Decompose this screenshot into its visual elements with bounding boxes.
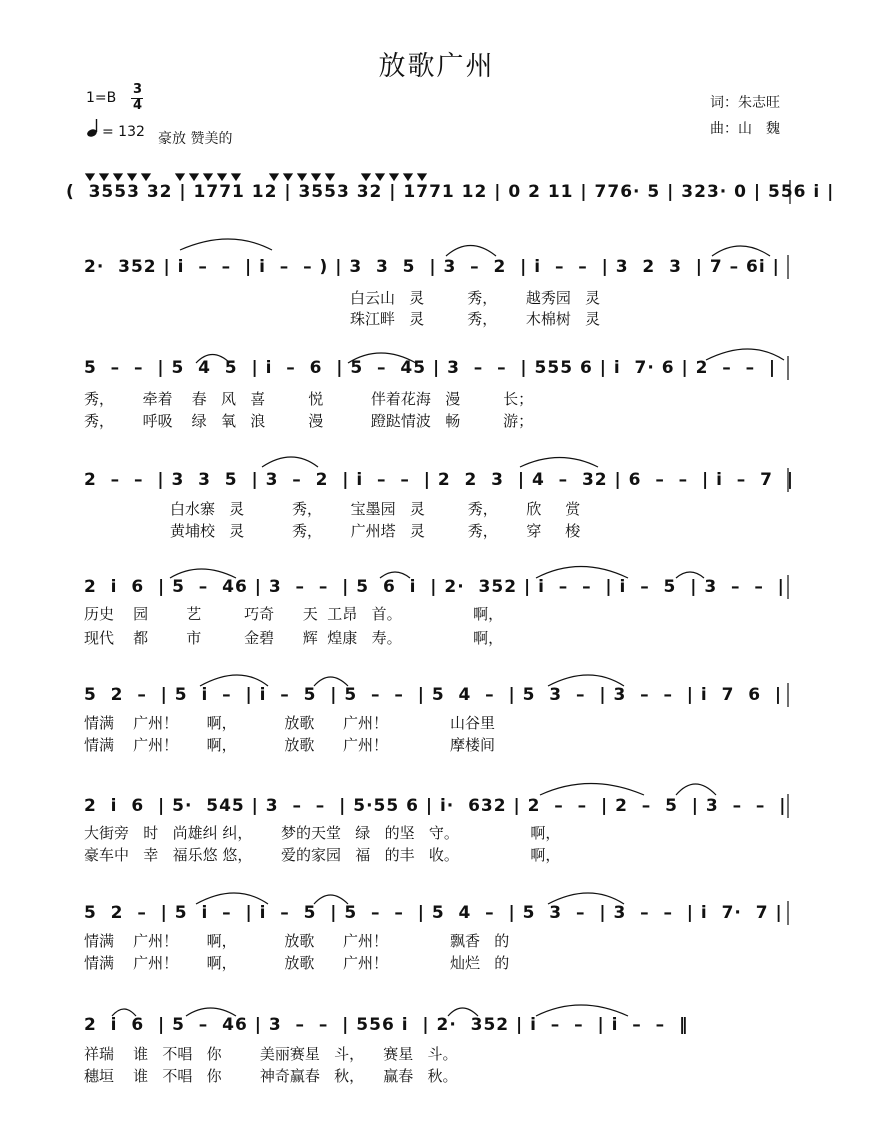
time-signature-bottom: 4 (133, 98, 143, 113)
notation-line: 2 i 6 | 5· 545 | 3 – – | 5·55 6 | i· 632 | 2 – – | 2 – 5 | 3 – – | (84, 796, 787, 816)
notation-line: 5 2 – | 5 i – | i – 5 | 5 – – | 5 4 – | 5 3 – | 3 – – | i 7· 7 | (84, 903, 783, 923)
time-signature-top: 3 (133, 82, 143, 97)
lyrics-verse-1: 白水寨 灵 秀， 宝墨园 灵 秀， 欣 赏 (170, 500, 581, 518)
lyrics-verse-2: 豪车中 幸 福乐悠 悠， 爱的家园 福 的丰 收。 啊， (84, 846, 561, 864)
lyrics-verse-2: 情满 广州！ 啊， 放歌 广州！ 摩楼间 (84, 736, 495, 754)
composer-credit: 曲：山 魏 (710, 121, 780, 137)
accent-marks-icon (86, 174, 426, 180)
tempo-marking: = 132 (102, 124, 145, 140)
notation-line: 5 2 – | 5 i – | i – 5 | 5 – – | 5 4 – | 5 3 – | 3 – – | i 7 6 | (84, 685, 783, 705)
lyrics-verse-2: 穗垣 谁 不唱 你 神奇赢春 秋， 赢春 秋。 (84, 1067, 458, 1085)
notation-line: 5 – – | 5 4 5 | i – 6 | 5 – 45 | 3 – – | 555 6 | i 7· 6 | 2 – – | (84, 358, 777, 378)
key-signature: 1=B (86, 90, 117, 106)
lyrics-verse-2: 秀， 呼吸 绿 氧 浪 漫 蹬跶情波 畅 游； (84, 412, 534, 430)
expression-marking: 豪放 赞美的 (158, 131, 233, 147)
song-title: 放歌广州 (378, 51, 495, 82)
lyrics-verse-1: 秀， 牵着 春 风 喜 悦 伴着花海 漫 长； (84, 390, 534, 408)
lyrics-verse-1: 情满 广州！ 啊， 放歌 广州！ 飘香 的 (84, 932, 510, 950)
notation-line: 2 i 6 | 5 – 46 | 3 – – | 5 6 i | 2· 352 | i – – | i – 5 | 3 – – | (84, 577, 785, 597)
lyrics-verse-2: 黄埔校 灵 秀， 广州塔 灵 秀， 穿 梭 (170, 522, 581, 540)
lyrics-verse-1: 历史 园 艺 巧奇 天 工昂 首。 啊， (84, 605, 504, 623)
lyrics-verse-1: 祥瑞 谁 不唱 你 美丽赛星 斗， 赛星 斗。 (84, 1045, 458, 1063)
notation-line: 2 i 6 | 5 – 46 | 3 – – | 556 i | 2· 352 | i – – | i – – ‖ (84, 1015, 689, 1035)
lyrics-verse-2: 现代 都 市 金碧 辉 煌康 寿。 啊， (84, 629, 504, 647)
lyrics-verse-2: 珠江畔 灵 秀， 木棉树 灵 (350, 310, 601, 328)
lyrics-verse-1: 情满 广州！ 啊， 放歌 广州！ 山谷里 (84, 714, 495, 732)
notation-line: ( 3553 32 | 1771 12 | 3553 32 | 1771 12 | 0 2 11 | 776· 5 | 323· 0 | 556 i | (66, 182, 835, 202)
lyricist-credit: 词：朱志旺 (710, 95, 780, 111)
lyrics-verse-1: 白云山 灵 秀， 越秀园 灵 (350, 289, 601, 307)
notation-line: 2· 352 | i – – | i – – ) | 3 3 5 | 3 – 2 | i – – | 3 2 3 | 7 – 6i | (84, 257, 780, 277)
notation-line: 2 – – | 3 3 5 | 3 – 2 | i – – | 2 2 3 | 4 – 32 | 6 – – | i – 7 | (84, 470, 795, 490)
lyrics-verse-1: 大街旁 时 尚雄纠 纠， 梦的天堂 绿 的坚 守。 啊， (84, 824, 561, 842)
lyrics-verse-2: 情满 广州！ 啊， 放歌 广州！ 灿烂 的 (84, 954, 510, 972)
